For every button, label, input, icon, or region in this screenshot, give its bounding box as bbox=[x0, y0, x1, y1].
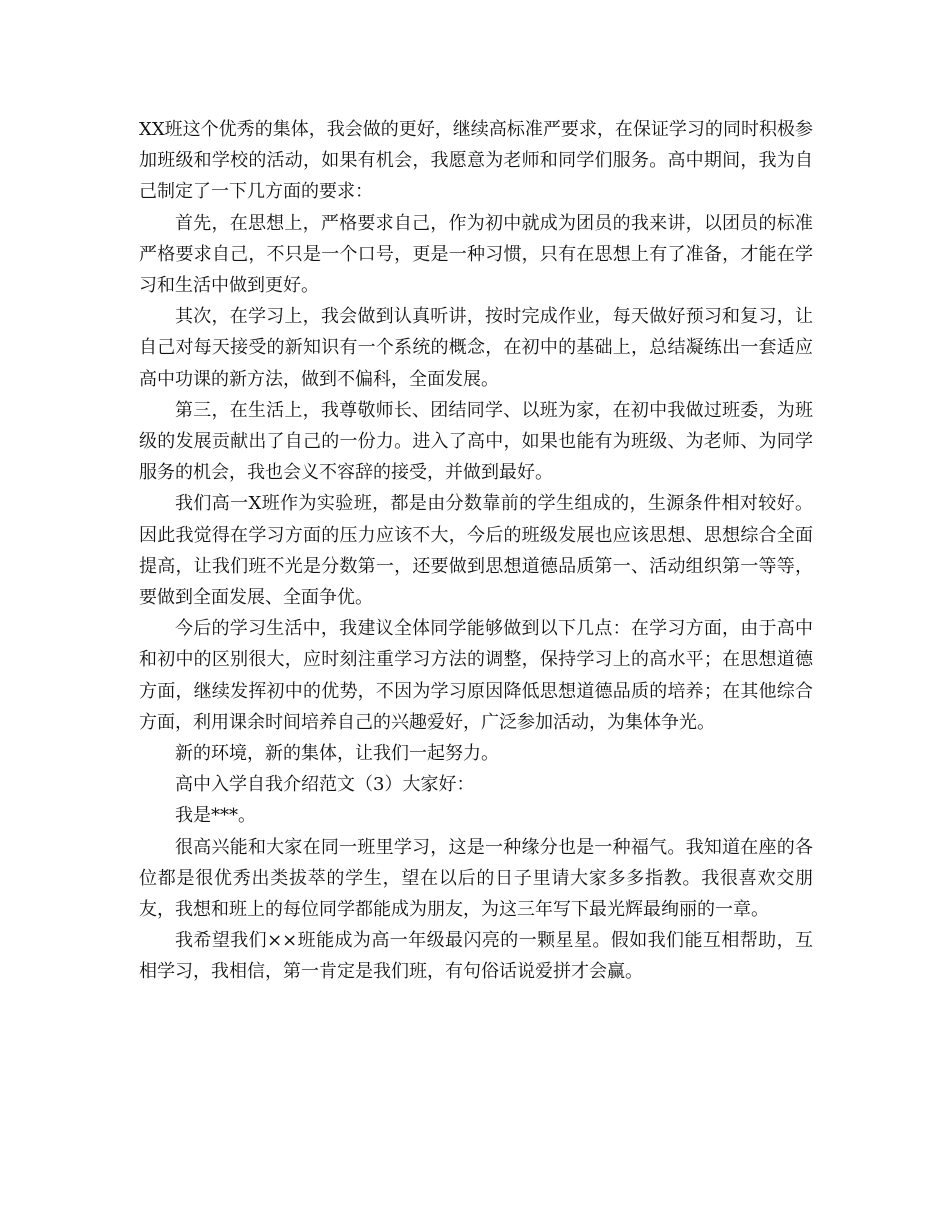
paragraph: 第三，在生活上，我尊敬师长、团结同学、以班为家，在初中我做过班委，为班级的发展贡献出了自己的一份力。进入了高中，如果也能有为班级、为老师、为同学服务的机会，我也会义不容辞的接受，并做到最好。 bbox=[139, 399, 813, 484]
paragraph: 我希望我们××班能成为高一年级最闪亮的一颗星星。假如我们能互相帮助，互相学习，我相信，第一肯定是我们班，有句俗话说爱拼才会赢。 bbox=[139, 930, 813, 983]
document-body bbox=[139, 114, 813, 988]
paragraph: 很高兴能和大家在同一班里学习，这是一种缘分也是一种福气。我知道在座的各位都是很优秀出类拔萃的学生，望在以后的日子里请大家多多指教。我很喜欢交朋友，我想和班上的每位同学都能成为朋友，为这三年写下最光辉最绚丽的一章。 bbox=[139, 836, 813, 921]
paragraph: 今后的学习生活中，我建议全体同学能够做到以下几点：在学习方面，由于高中和初中的区别很大，应时刻注重学习方法的调整，保持学习上的高水平；在思想道德方面，继续发挥初中的优势，不因为学习原因降低思想道德品质的培养；在其他综合方面，利用课余时间培养自己的兴趣爱好，广泛参加活动，为集体争光。 bbox=[139, 618, 813, 733]
paragraph: 我们高一X班作为实验班，都是由分数靠前的学生组成的，生源条件相对较好。因此我觉得在学习方面的压力应该不大，今后的班级发展也应该思想、思想综合全面提高，让我们班不光是分数第一，还要做到思想道德品质第一、活动组织第一等等，要做到全面发展、全面争优。 bbox=[139, 493, 813, 609]
section-heading: 高中入学自我介绍范文（3）大家好： bbox=[175, 774, 475, 796]
paragraph: 我是***。 bbox=[175, 805, 256, 827]
paragraph: 新的环境，新的集体，让我们一起努力。 bbox=[175, 743, 499, 765]
paragraph: 首先，在思想上，严格要求自己，作为初中就成为团员的我来讲，以团员的标准严格要求自己，不只是一个口号，更是一种习惯，只有在思想上有了准备，才能在学习和生活中做到更好。 bbox=[139, 212, 813, 297]
paragraph: 其次，在学习上，我会做到认真听讲，按时完成作业，每天做好预习和复习，让自己对每天接受的新知识有一个系统的概念，在初中的基础上，总结凝练出一套适应高中功课的新方法，做到不偏科，全面发展。 bbox=[139, 306, 813, 390]
paragraph: XX班这个优秀的集体，我会做的更好，继续高标准严要求，在保证学习的同时积极参加班级和学校的活动，如果有机会，我愿意为老师和同学们服务。高中期间，我为自己制定了一下几方面的要求： bbox=[139, 119, 813, 203]
